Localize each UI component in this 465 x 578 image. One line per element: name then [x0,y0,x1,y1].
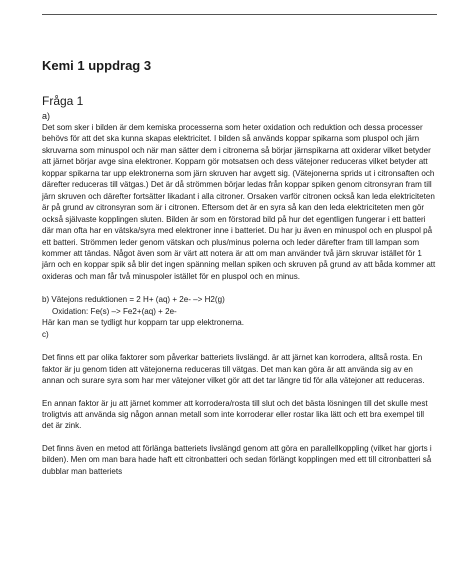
document-title: Kemi 1 uppdrag 3 [42,58,152,73]
section-heading: Fråga 1 [42,94,84,108]
answer-c-paragraph-2: En annan faktor är ju att järnet kommer att korrodera/rosta till slut och det bästa lösningen till det skulle mest troligtvis att använda sig någon annan metall som inte korroderar eller rostar lika lätt och ett bra exempel till det är zink. [42,398,428,431]
answer-c-paragraph-1: Det finns ett par olika faktorer som påverkar batteriets livslängd. är att järnet kan korrodera, alltså rosta. En faktor är ju genom tiden att vätejonerna reduceras till vätgas. Det man kan göra är att använda sig av en annan och surare syra som har mer vätejoner vilket gör att det tar längre tid för alla vätejoner att reduceras. [42,353,425,386]
header-rule [42,14,437,15]
answer-b-line-3: Här kan man se tydligt hur kopparn tar upp elektronerna. [42,318,245,328]
answer-a-paragraph: Det som sker i bilden är dem kemiska processerna som heter oxidation och reduktion och dessa processer behövs för att det ska kunna skapas elektricitet. I bilden så används koppar spikarna som pluspol och järn skruvarna som minuspol och när man sätter dem i citronerna så börjar järnspikarna att oxiderar vilket betyder att järnet börjar avge sina elektroner. Kopparn gör motsatsen och dess vätejoner reduceras vilket betyder att koppar spikarna tar upp elektronerna som järn skruven har avgett sig. (Vätejonerna sprids ut i citronsaften och därefter reduceras till vätgas.) Det är då strömmen börjar ledas från koppar spiken genom citronsyran fram till järn skruven och därefter fortsätter likadant i alla citroner. Orsaken varför citronen också kan leda elektriciteten är på grund av citronsyran som är i citronen. Eftersom det är en syra så kan den leda elektriciteten men gör också självaste kopplingen sluten. Bilden är som en förstorad bild på hur det egentligen fungerar i ett batteri där man ofta har en vätska/syra med elektroner inne i batteriet. Du har ju även en minuspol och en pluspol på ett batteri. Strömmen leder genom vätskan och plus/minus polerna och leder därefter fram till lampan som kommer att tändas. Något även som är värt att notera är att om man använder två järn skruvar istället för 1 järn och en koppar spik så blir det ingen spänning mellan spiken och skruven på grund av att båda kommer att oxideras och man får två minuspoler istället för en pluspol och en minus. [42,123,436,281]
document-page [42,50,437,477]
answer-c-paragraph-3: Det finns även en metod att förlänga batteriets livslängd genom att göra en parallellkoppling (vilket har gjorts i bilden). Men om man bara hade haft ett citronbatteri och sedan förlängt kopplingen med ett till citronbatteri så dubblar man batteriets [42,443,432,476]
question-a-label: a) [42,111,51,121]
answer-b-line-2: Oxidation: Fe(s) –> Fe2+(aq) + 2e- [52,306,177,316]
question-c-label: c) [42,329,49,339]
answer-b-line-1: b) Vätejons reduktionen = 2 H+ (aq) + 2e- –> H2(g) [42,295,225,305]
